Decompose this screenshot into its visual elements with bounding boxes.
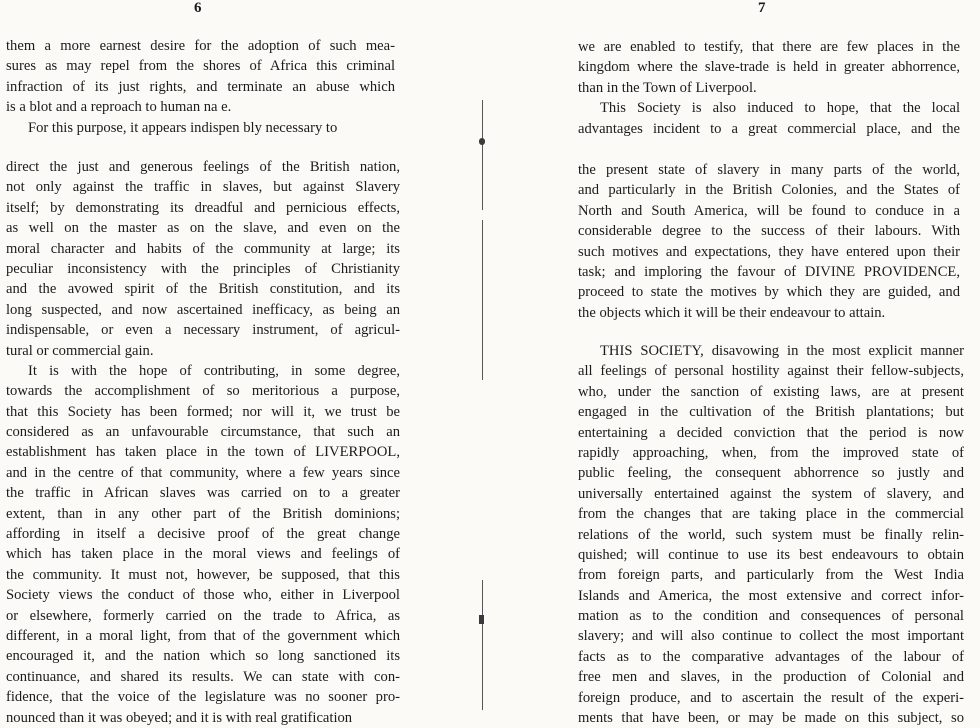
text-line: or elsewhere, formerly carried on the trade to Africa, as: [6, 607, 400, 624]
text-line: different, in a moral light, from that of the government which: [6, 627, 400, 644]
text-line: kingdom where the slave-trade is held in greater abhorrence,: [578, 59, 960, 76]
text-line: not only against the traffic in slaves, but against Slavery: [6, 179, 400, 196]
text-line: that this Society has been formed; nor will it, we trust be: [6, 403, 400, 420]
text-line: considered as an unfavourable circumstance, that such an: [6, 424, 400, 441]
text-line: establishment has taken place in the town of LIVERPOOL,: [6, 444, 400, 461]
text-line: them a more earnest desire for the adoption of such mea-: [6, 38, 395, 54]
text-line: peculiar inconsistency with the principles of Christianity: [6, 260, 400, 277]
text-line: towards the accomplishment of so meritorious a purpose,: [6, 383, 400, 400]
text-line: from foreign parts, and particularly from the West India: [578, 567, 964, 584]
text-line: as well on the master as on the slave, and even on the: [6, 220, 400, 237]
paragraph-block: [6, 36, 395, 138]
text-line: North and South America, will be found to conduce in a: [578, 202, 960, 219]
text-line: all feelings of personal hostility against their fellow-subjects,: [578, 363, 964, 380]
text-line: facts as to the comparative advantages of the labour of: [578, 648, 964, 665]
text-line: nounced than it was obeyed; and it is with real gratification: [6, 709, 353, 726]
text-line: than in the Town of Liverpool.: [578, 79, 757, 96]
text-line: relations of the world, such system must be finally relin-: [578, 526, 964, 543]
text-line: which has taken place in the moral views and feelings of: [6, 546, 400, 563]
text-line: engaged in the cultivation of the British plantations; but: [578, 404, 964, 421]
text-line: tural or commercial gain.: [6, 342, 154, 359]
text-line: sures as may repel from the shores of Africa this criminal: [6, 58, 395, 75]
right-page: [488, 0, 980, 727]
text-line: who, under the sanction of existing laws, are at present: [578, 383, 964, 400]
text-line: THIS SOCIETY, disavowing in the most explicit manner: [600, 343, 964, 359]
text-line: slavery; and will also continue to collect the most important: [578, 628, 964, 645]
text-line: task; and imploring the favour of DIVINE PROVIDENCE,: [578, 263, 960, 280]
text-line: continuance, and shared its results. We can state with con-: [6, 668, 400, 685]
paragraph-block: [578, 37, 960, 139]
text-line: It is with the hope of contributing, in some degree,: [28, 362, 400, 379]
page-number: 6: [194, 0, 202, 16]
text-line: from the changes that are taking place in the commercial: [578, 506, 964, 523]
text-line: encouraged it, and the nation which so long sanctioned its: [6, 648, 400, 665]
page-number: 7: [758, 0, 766, 16]
text-line: moral character and habits of the community at large; its: [6, 240, 400, 257]
text-line: indispensable, or even a necessary instrument, of agricul-: [6, 322, 400, 339]
text-line: ments that have been, or may be made on this subject, so: [578, 710, 964, 727]
text-line: the objects which it will be their endeavour to attain.: [578, 304, 886, 321]
text-line: For this purpose, it appears indispen bly necessary to: [28, 119, 338, 136]
text-line: affording in itself a decisive proof of the great change: [6, 526, 400, 543]
paragraph-block: [6, 157, 400, 728]
text-line: we are enabled to testify, that there are few places in the: [578, 39, 960, 55]
text-line: foreign produce, and to ascertain the result of the experi-: [578, 689, 964, 706]
text-line: the traffic in African slaves was carried on to a greater: [6, 485, 400, 502]
text-line: extent, than in any other part of the British dominions;: [6, 505, 400, 522]
text-line: and particularly in the British Colonies, and the States of: [578, 182, 960, 199]
text-line: direct the just and generous feelings of the British nation,: [6, 159, 400, 175]
text-line: universally entertained against the system of slavery, and: [578, 485, 964, 502]
left-page: [0, 0, 488, 726]
text-line: This Society is also induced to hope, that the local: [600, 100, 960, 117]
text-line: Society views the conduct of those who, either in Liverpool: [6, 587, 400, 604]
text-line: such motives and expectations, they have entered upon their: [578, 243, 960, 260]
text-line: entertaining a decided conviction that the period is now: [578, 424, 964, 441]
paragraph-block: [578, 341, 964, 728]
text-line: and in the centre of that community, where a few years since: [6, 464, 400, 481]
text-line: rapidly approaching, when, from the improved state of: [578, 444, 964, 461]
text-line: itself; by demonstrating its dreadful and pernicious effects,: [6, 199, 400, 216]
text-line: free men and slaves, in the production of Colonial and: [578, 669, 964, 686]
text-line: is a blot and a reproach to human na e.: [6, 99, 232, 116]
text-line: mation as to the condition and consequences of personal: [578, 608, 964, 625]
text-line: advantages incident to a great commercial place, and the: [578, 120, 960, 137]
page-gutter: [482, 60, 484, 700]
text-line: and the avowed spirit of the British constitution, and its: [6, 281, 400, 298]
text-line: Islands and America, the most extensive and correct infor-: [578, 587, 964, 604]
text-line: the present state of slavery in many parts of the world,: [578, 162, 960, 178]
paragraph-block: [578, 160, 960, 323]
text-line: quished; will continue to use its best endeavours to obtain: [578, 546, 964, 563]
text-line: infraction of its just rights, and terminate an abuse which: [6, 78, 395, 95]
text-line: considerable degree to the success of their labours. With: [578, 223, 960, 240]
text-line: proceed to state the motives by which they are guided, and: [578, 284, 960, 301]
text-line: long suspected, and now ascertained inefficacy, as being an: [6, 301, 400, 318]
text-line: fidence, that the voice of the legislature was no sooner pro-: [6, 689, 400, 706]
text-line: public feeling, the consequent abhorrence so justly and: [578, 465, 964, 482]
text-line: the community. It must not, however, be supposed, that this: [6, 566, 400, 583]
